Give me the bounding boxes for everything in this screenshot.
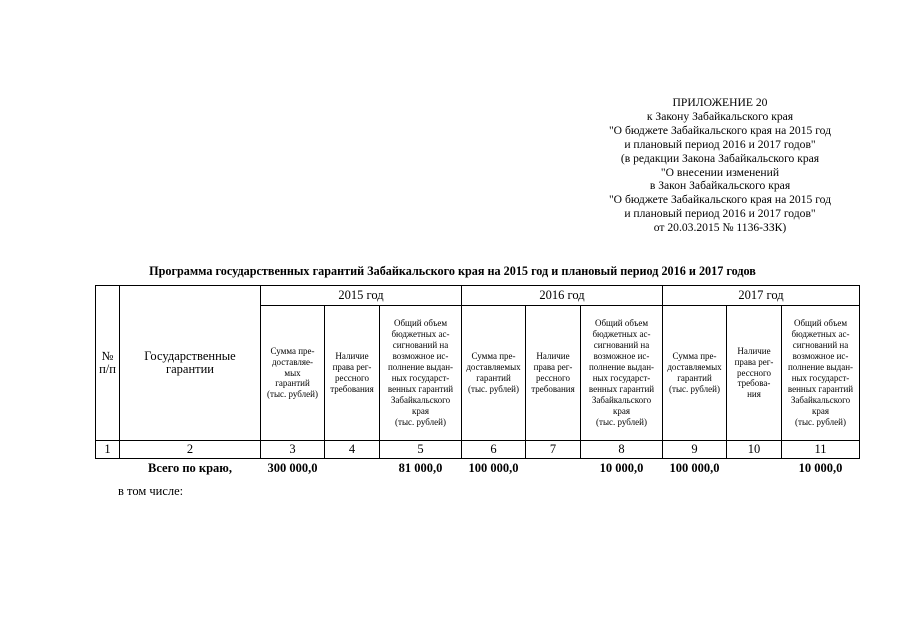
header-year-2016: 2016 год	[462, 286, 663, 306]
subheader-recourse-2015	[325, 306, 380, 441]
total-allocations-2015: 81 000,0	[398, 461, 443, 475]
column-number: 4	[325, 441, 380, 459]
subheader-text: Сумма пре- доставляемых гарантий (тыс. рублей)	[667, 351, 722, 394]
subheader-recourse-2016	[526, 306, 581, 441]
subheader-text: Общий объем бюджетных ас- сигнований на возможное ис- полнение выдан- ных государст- венных гарантий Забайкальского края (тыс. рублей)	[387, 318, 454, 427]
total-amount-2015: 300 000,0	[267, 461, 318, 475]
appendix-line: и плановый период 2016 и 2017 годов"	[624, 207, 816, 221]
header-guarantees	[120, 286, 261, 441]
appendix-line: (в редакции Закона Забайкальского края	[620, 151, 820, 165]
header-year-2015: 2015 год	[261, 286, 462, 306]
column-number: 10	[727, 441, 782, 459]
total-empty-cell	[96, 459, 120, 479]
total-recourse-2017	[727, 459, 782, 479]
header-row-number-text: № п/п	[99, 349, 116, 376]
total-amount-2016: 100 000,0	[468, 461, 519, 475]
total-recourse-2015	[325, 459, 380, 479]
subheader-text: Наличие права рег- рессного требования	[531, 351, 575, 394]
subheader-recourse-2017	[727, 306, 782, 441]
column-number: 8	[581, 441, 663, 459]
including-label: в том числе:	[118, 484, 184, 498]
document-title: Программа государственных гарантий Забайкальского края на 2015 год и плановый период 2016 и 2017 годов	[149, 264, 756, 278]
column-numbers-row	[96, 441, 860, 459]
subheader-text: Сумма пре- доставляемых гарантий (тыс. рублей)	[466, 351, 521, 394]
appendix-header	[560, 96, 880, 235]
column-number: 5	[380, 441, 462, 459]
header-year-2017: 2017 год	[663, 286, 860, 306]
appendix-line: ПРИЛОЖЕНИЕ 20	[672, 96, 768, 109]
header-row-number	[96, 286, 120, 441]
appendix-line: от 20.03.2015 № 1136-ЗЗК)	[653, 221, 787, 235]
subheader-allocations-2017	[782, 306, 860, 441]
subheader-text: Общий объем бюджетных ас- сигнований на возможное ис- полнение выдан- ных государст- венных гарантий Забайкальского края (тыс. рублей)	[787, 318, 854, 427]
column-number: 6	[462, 441, 526, 459]
column-number: 9	[663, 441, 727, 459]
subheader-text: Общий объем бюджетных ас- сигнований на возможное ис- полнение выдан- ных государст- венных гарантий Забайкальского края (тыс. рублей)	[588, 318, 655, 427]
column-number: 1	[96, 441, 120, 459]
total-amount-2017: 100 000,0	[669, 461, 720, 475]
subheader-allocations-2015	[380, 306, 462, 441]
subheader-amount-2015	[261, 306, 325, 441]
appendix-line: "О бюджете Забайкальского края на 2015 год	[608, 123, 832, 137]
column-number: 11	[782, 441, 860, 459]
appendix-line: "О внесении изменений	[660, 165, 780, 179]
header-guarantees-text: Государственные гарантии	[144, 349, 236, 376]
total-allocations-2016: 10 000,0	[599, 461, 644, 475]
total-row	[96, 459, 860, 479]
column-number: 3	[261, 441, 325, 459]
subheader-amount-2016	[462, 306, 526, 441]
total-allocations-2017: 10 000,0	[798, 461, 843, 475]
appendix-line: и плановый период 2016 и 2017 годов"	[624, 137, 816, 151]
subheader-text: Наличие права рег- рессного требования	[330, 351, 374, 394]
subheader-allocations-2016	[581, 306, 663, 441]
column-number: 2	[120, 441, 261, 459]
subheader-amount-2017	[663, 306, 727, 441]
total-label: Всего по краю,	[148, 461, 232, 475]
subheader-text: Сумма пре- доставляе- мых гарантий (тыс. рублей)	[267, 345, 318, 400]
appendix-line: к Закону Забайкальского края	[646, 109, 794, 123]
appendix-line: "О бюджете Забайкальского края на 2015 год	[608, 193, 832, 207]
appendix-line: в Закон Забайкальского края	[649, 179, 791, 193]
total-recourse-2016	[526, 459, 581, 479]
column-number: 7	[526, 441, 581, 459]
subheader-text: Наличие права рег- рессного требова- ния	[734, 345, 774, 400]
guarantees-table	[95, 285, 860, 478]
